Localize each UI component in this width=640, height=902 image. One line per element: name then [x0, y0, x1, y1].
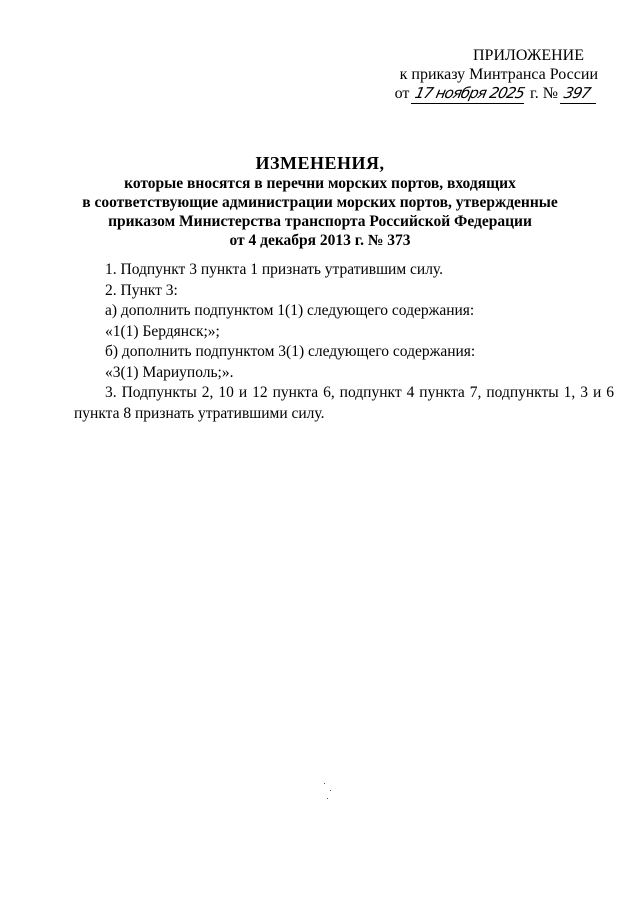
title-line: в соответствующие администрации морских портов, утвержденные [82, 194, 558, 211]
scan-speck [330, 790, 331, 791]
year-number-label: г. № [529, 85, 558, 102]
document-title [0, 154, 640, 250]
body-paragraph: а) дополнить подпунктом 1(1) следующего содержания: [105, 302, 475, 319]
body-paragraph: б) дополнить подпунктом 3(1) следующего содержания: [105, 343, 476, 360]
body-paragraph: 2. Пункт 3: [105, 281, 178, 299]
title-line: от 4 декабря 2013 г. № 373 [229, 232, 411, 249]
document-body [74, 260, 614, 424]
body-paragraph: 3. Подпункты 2, 10 и 12 пункта 6, подпункт 4 пункта 7, подпункты 1, 3 и 6 пункта 8 признать утратившими силу. [74, 384, 614, 422]
appendix-order-reference: к приказу Минтранса России [399, 66, 598, 83]
title-main: ИЗМЕНЕНИЯ, [255, 153, 385, 173]
handwritten-order-number: 397 [560, 84, 600, 104]
body-paragraph: 1. Подпункт 3 пункта 1 признать утратившим силу. [105, 261, 444, 278]
handwritten-date: 17 ноября 2025 [411, 84, 528, 104]
title-line: которые вносятся в перечни морских портов, входящих [124, 175, 516, 192]
body-paragraph: «3(1) Мариуполь;». [105, 363, 234, 381]
appendix-heading: ПРИЛОЖЕНИЕ [472, 47, 584, 64]
body-paragraph: «1(1) Бердянск;»; [105, 322, 220, 340]
scan-speck [324, 783, 325, 784]
appendix-header [395, 46, 598, 104]
appendix-date-line [395, 84, 598, 104]
date-prefix: от [394, 85, 410, 102]
title-line: приказом Министерства транспорта Российской Федерации [108, 213, 532, 230]
scan-speck [327, 798, 328, 799]
